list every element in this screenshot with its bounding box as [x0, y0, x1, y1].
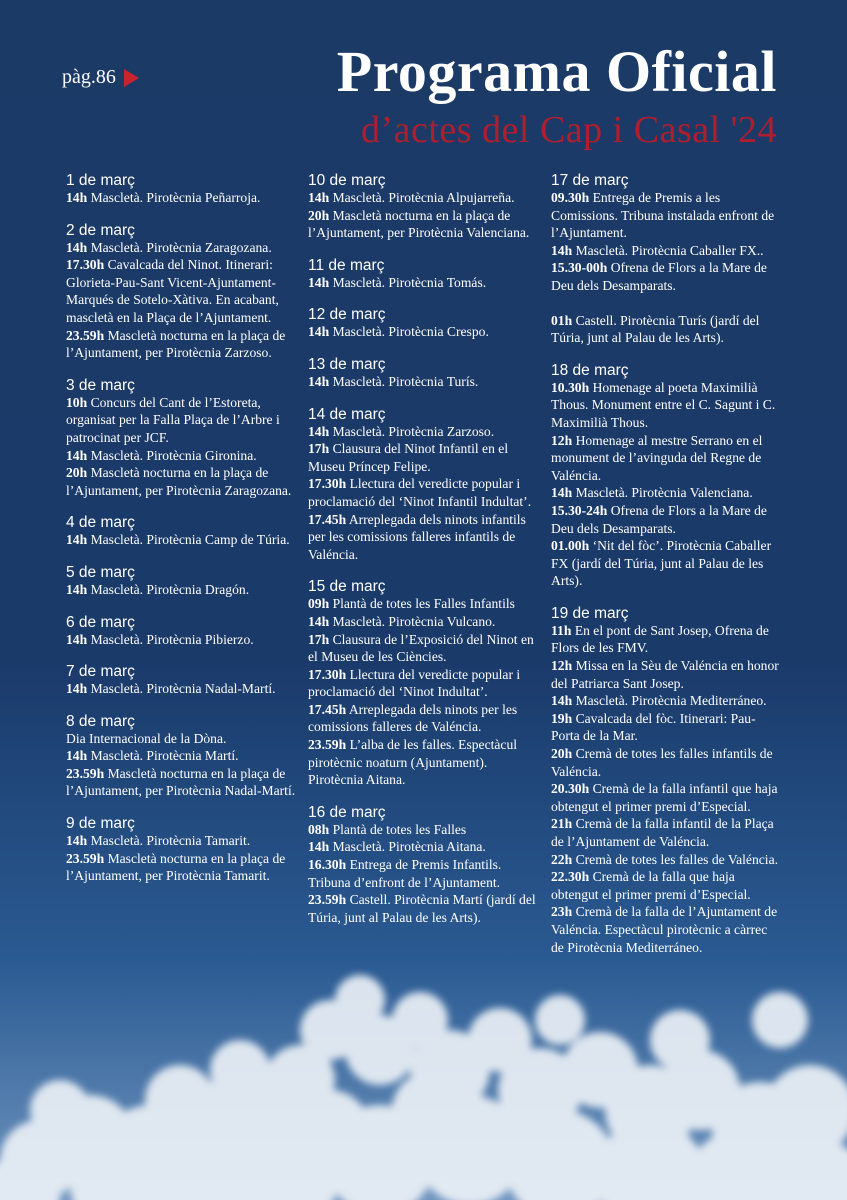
event-text: Mascletà. Pirotècnia Pibierzo.: [90, 631, 254, 647]
event-time: 09h: [308, 596, 330, 612]
event-time: 01h: [551, 312, 573, 328]
event-text: Mascletà. Pirotècnia Martí.: [90, 748, 239, 764]
event-text: Llectura del veredicte popular i proclamació del ‘Ninot Indultat’.: [308, 666, 521, 700]
program-column-1: [66, 172, 298, 900]
event-time: 14h: [66, 681, 88, 697]
event-time: 17h: [308, 631, 330, 647]
event-text: Cremà de totes les falles de Valéncia.: [575, 851, 779, 867]
event-time: 23.59h: [66, 850, 105, 866]
event-time: 14h: [308, 613, 330, 629]
day-block: [66, 564, 298, 599]
day-block: [551, 172, 783, 347]
event-item: [66, 256, 298, 326]
day-block: [308, 172, 544, 242]
day-block: [551, 362, 783, 590]
event-item: [551, 312, 783, 347]
smoke-puff: [535, 995, 585, 1045]
day-block: [66, 222, 298, 362]
event-item: [551, 851, 783, 869]
event-item: [66, 531, 298, 549]
day-block: [66, 815, 298, 885]
event-item: [308, 189, 544, 207]
event-item: [551, 657, 783, 692]
day-heading: 14 de març: [308, 405, 386, 423]
smoke-puff: [650, 1010, 710, 1070]
event-item: [551, 189, 783, 242]
firework-smoke-clouds: [0, 960, 847, 1200]
event-item: [308, 207, 544, 242]
event-item: [308, 274, 544, 292]
event-item: [308, 891, 544, 926]
smoke-puff: [752, 992, 808, 1048]
event-item: [66, 394, 298, 447]
day-block: [308, 804, 544, 927]
event-text: Cavalcada del Ninot. Itinerari: Glorieta-Pau-Sant Vicent-Ajuntament-Marqués de Sotelo-Xàtiva. En acabant, mascletà en la Plaça de l’Ajuntament.: [66, 257, 279, 325]
event-text: Mascletà nocturna en la plaça de l’Ajuntament, per Pirotècnia Zarzoso.: [66, 327, 286, 361]
event-time: 14h: [66, 581, 88, 597]
event-time: 14h: [551, 693, 573, 709]
page-title: Programa Oficial: [336, 39, 777, 104]
day-block: [308, 306, 544, 341]
event-item: [66, 850, 298, 885]
event-time: 21h: [551, 816, 573, 832]
event-item: [66, 189, 298, 207]
event-time: 23.59h: [66, 327, 105, 343]
event-time: 12h: [551, 658, 573, 674]
event-text: Homenage al poeta Maximilià Thous. Monument entre el C. Sagunt i C. Maximilià Thous.: [551, 379, 776, 430]
event-item: [551, 622, 783, 657]
day-heading: 5 de març: [66, 563, 135, 581]
event-time: 09.30h: [551, 190, 590, 205]
event-item: [308, 595, 544, 613]
day-heading: 1 de març: [66, 172, 135, 189]
event-item: [308, 631, 544, 666]
event-time: 20h: [551, 746, 573, 762]
event-time: 22h: [551, 851, 573, 867]
event-item: [551, 484, 783, 502]
event-item: [308, 736, 544, 789]
event-text: Mascletà. Pirotècnia Crespo.: [332, 324, 489, 340]
event-item: [551, 692, 783, 710]
event-text: Clausura del Ninot Infantil en el Museu Príncep Felipe.: [308, 441, 509, 474]
event-time: 19h: [551, 710, 573, 726]
event-item: [551, 903, 783, 956]
event-text: ‘Nit del fòc’. Pirotècnia Caballer FX (jardí del Túria, junt al Palau de les Arts).: [551, 538, 772, 589]
day-heading: 18 de març: [551, 361, 629, 379]
day-heading: 2 de març: [66, 221, 135, 239]
event-item: [308, 666, 544, 701]
event-text: Mascletà. Pirotècnia Gironina.: [90, 447, 257, 463]
event-text: Mascletà. Pirotècnia Valenciana.: [575, 485, 753, 501]
smoke-puff: [392, 1072, 468, 1148]
day-heading: 17 de març: [551, 172, 629, 189]
event-text: Cremà de la falla infantil que haja obtengut el primer premi d’Especial.: [551, 781, 778, 814]
event-item: [551, 815, 783, 850]
event-item: [66, 327, 298, 362]
event-time: 17.30h: [66, 257, 105, 273]
event-time: 14h: [66, 748, 88, 764]
event-time: 14h: [308, 324, 330, 340]
event-item: [551, 868, 783, 903]
event-item: [551, 710, 783, 745]
event-time: 16.30h: [308, 857, 347, 873]
smoke-puff: [210, 1040, 270, 1100]
event-item: [308, 440, 544, 475]
event-time: 17.30h: [308, 476, 347, 492]
event-item: [551, 432, 783, 485]
event-time: 17.45h: [308, 511, 347, 527]
event-text: Arreplegada dels ninots infantils per les comissions falleres infantils de Valéncia.: [308, 511, 526, 562]
event-time: 15.30-00h: [551, 260, 608, 276]
event-item: [308, 511, 544, 564]
day-block: [308, 406, 544, 564]
day-heading: 13 de març: [308, 355, 386, 373]
event-item: [308, 856, 544, 891]
event-text: Llectura del veredicte popular i proclamació del ‘Ninot Infantil Indultat’.: [308, 476, 532, 509]
event-item: [66, 680, 298, 698]
event-text: L’alba de les falles. Espectàcul pirotècnic noaturn (Ajuntament). Pirotècnia Aitana.: [308, 737, 518, 788]
event-time: 20h: [66, 465, 88, 481]
event-text: Ofrena de Flors a la Mare de Deu dels Desamparats.: [551, 502, 767, 536]
event-text: Cremà de totes les falles infantils de Valéncia.: [551, 746, 773, 779]
event-text: Mascletà. Pirotècnia Mediterráneo.: [575, 693, 767, 709]
day-heading: 8 de març: [66, 712, 135, 730]
event-item: [66, 631, 298, 649]
event-time: 23h: [551, 904, 573, 920]
event-text: Mascletà. Pirotècnia Vulcano.: [332, 613, 496, 629]
event-text: Entrega de Premis Infantils. Tribuna d’enfront de l’Ajuntament.: [308, 857, 502, 890]
event-text: Mascletà nocturna en la plaça de l’Ajuntament, per Pirotècnia Nadal-Martí.: [66, 765, 296, 799]
program-column-2: [308, 172, 544, 941]
event-time: 10h: [66, 394, 88, 410]
event-item: [308, 821, 544, 839]
event-text: Mascletà. Pirotècnia Dragón.: [90, 581, 250, 597]
day-heading: 12 de març: [308, 306, 386, 324]
event-time: 20.30h: [551, 781, 590, 797]
event-time: 14h: [66, 833, 88, 849]
event-time: 12h: [551, 432, 573, 448]
event-text: Plantà de totes les Falles: [332, 821, 467, 837]
event-text: Mascletà. Pirotècnia Caballer FX..: [575, 242, 764, 258]
event-text: Mascletà. Pirotècnia Tamarit.: [90, 833, 251, 849]
event-text: Cremà de la falla que haja obtengut el primer premi d’Especial.: [551, 869, 751, 902]
event-time: 14h: [551, 485, 573, 501]
event-item: [551, 537, 783, 590]
event-time: 11h: [551, 622, 572, 638]
event-time: 23.59h: [66, 765, 105, 781]
event-item: [66, 832, 298, 850]
event-text: Concurs del Cant de l’Estoreta, organisat per la Falla Plaça de l’Arbre i patrocinat per JCF.: [66, 394, 280, 445]
day-heading: 9 de març: [66, 815, 135, 833]
day-heading: 7 de març: [66, 663, 135, 681]
event-text: Mascletà nocturna en la plaça de l’Ajuntament, per Pirotècnia Valenciana.: [308, 207, 530, 241]
spacer: [551, 295, 783, 312]
event-time: 10.30h: [551, 379, 590, 395]
day-heading: 10 de març: [308, 172, 386, 189]
smoke-puff: [30, 1080, 90, 1140]
event-text: Dia Internacional de la Dòna.: [66, 730, 227, 746]
event-text: Mascletà. Pirotècnia Turís.: [332, 373, 479, 389]
event-text: Clausura de l’Exposició del Ninot en el Museu de les Ciències.: [308, 631, 534, 665]
event-item: [308, 701, 544, 736]
event-item: [551, 242, 783, 260]
event-item: [66, 447, 298, 465]
event-time: 01.00h: [551, 538, 590, 554]
program-column-3: [551, 172, 783, 971]
event-text: Castell. Pirotècnia Martí (jardí del Túria, junt al Palau de les Arts).: [308, 892, 536, 925]
event-text: Cremà de la falla de l’Ajuntament de Valéncia. Espectàcul pirotècnic a càrrec de Pirotècnia Mediterráneo.: [551, 904, 778, 955]
day-block: [308, 356, 544, 391]
event-time: 23.59h: [308, 737, 347, 753]
event-time: 14h: [66, 532, 88, 548]
event-text: Mascletà. Pirotècnia Alpujarreña.: [332, 190, 515, 205]
day-heading: 3 de març: [66, 376, 135, 394]
day-block: [66, 172, 298, 207]
event-item: [66, 747, 298, 765]
day-block: [66, 713, 298, 800]
event-time: 17.30h: [308, 666, 347, 682]
smoke-puff: [290, 1090, 370, 1170]
event-text: Homenage al mestre Serrano en el monument de l’avinguda del Regne de Valéncia.: [551, 432, 763, 483]
event-text: Mascletà. Pirotècnia Tomás.: [332, 274, 487, 290]
event-item: [66, 239, 298, 257]
event-text: Mascletà. Pirotècnia Zarzoso.: [332, 423, 495, 439]
event-text: Mascletà. Pirotècnia Nadal-Martí.: [90, 681, 276, 697]
day-heading: 4 de març: [66, 514, 135, 532]
event-item: [66, 765, 298, 800]
program-columns: [0, 172, 847, 1072]
triangle-right-icon: [124, 69, 139, 87]
event-time: 08h: [308, 821, 330, 837]
event-item: [308, 323, 544, 341]
day-heading: 15 de març: [308, 578, 386, 596]
event-item: [308, 373, 544, 391]
event-time: 14h: [308, 423, 330, 439]
day-heading: 19 de març: [551, 604, 629, 622]
event-item: [551, 780, 783, 815]
event-time: 15.30-24h: [551, 502, 608, 518]
event-text: Cavalcada del fòc. Itinerari: Pau-Porta de la Mar.: [551, 710, 756, 744]
smoke-puff: [145, 1065, 215, 1135]
event-time: 17h: [308, 441, 330, 457]
event-text: Plantà de totes les Falles Infantils: [332, 596, 515, 612]
event-text: Missa en la Sèu de Valéncia en honor del Patriarca Sant Josep.: [551, 658, 779, 691]
event-time: 20h: [308, 207, 330, 223]
event-time: 14h: [66, 239, 88, 255]
event-time: 17.45h: [308, 701, 347, 717]
event-item: [308, 475, 544, 510]
page-subtitle: d’actes del Cap i Casal '24: [360, 109, 777, 151]
event-item: [66, 581, 298, 599]
day-heading: 16 de març: [308, 803, 386, 821]
event-item: [551, 745, 783, 780]
event-time: 14h: [66, 190, 88, 205]
day-block: [308, 578, 544, 789]
event-time: 14h: [66, 447, 88, 463]
event-time: 22.30h: [551, 869, 590, 885]
event-time: 14h: [308, 190, 330, 205]
event-text: En el pont de Sant Josep, Ofrena de Flors de les FMV.: [551, 622, 769, 656]
event-time: 14h: [308, 373, 330, 389]
event-text: Mascletà nocturna en la plaça de l’Ajuntament, per Pirotècnia Tamarit.: [66, 850, 286, 884]
day-block: [66, 377, 298, 500]
day-block: [66, 663, 298, 698]
event-time: 14h: [66, 631, 88, 647]
page-number: [62, 66, 139, 89]
event-item: [308, 613, 544, 631]
event-item: [308, 838, 544, 856]
event-item: [551, 259, 783, 294]
day-block: [308, 257, 544, 292]
event-text: Mascletà nocturna en la plaça de l’Ajuntament, per Pirotècnia Zaragozana.: [66, 465, 292, 498]
event-text: Mascletà. Pirotècnia Peñarroja.: [90, 190, 261, 205]
event-item: [551, 379, 783, 432]
day-block: [551, 605, 783, 956]
event-item: [551, 502, 783, 537]
event-text: Mascletà. Pirotècnia Zaragozana.: [90, 239, 272, 255]
event-text: Arreplegada dels ninots per les comissions falleres de Valéncia.: [308, 701, 518, 735]
event-time: 14h: [308, 274, 330, 290]
event-item: [308, 423, 544, 441]
event-text: Mascletà. Pirotècnia Camp de Túria.: [90, 532, 290, 548]
event-time: 23.59h: [308, 892, 347, 908]
event-text: Ofrena de Flors a la Mare de Deu dels Desamparats.: [551, 260, 767, 293]
event-time: 14h: [308, 839, 330, 855]
event-text: Mascletà. Pirotècnia Aitana.: [332, 839, 486, 855]
event-text: Castell. Pirotècnia Turís (jardí del Túria, junt al Palau de les Arts).: [551, 312, 760, 346]
event-text: Cremà de la falla infantil de la Plaça de l’Ajuntament de Valéncia.: [551, 816, 774, 849]
day-block: [66, 614, 298, 649]
day-block: [66, 514, 298, 549]
event-item: [66, 464, 298, 499]
day-heading: 11 de març: [308, 256, 385, 274]
page-number-label: pàg.86: [62, 66, 116, 88]
event-text: Entrega de Premis a les Comissions. Tribuna instalada enfront de l’Ajuntament.: [551, 190, 775, 241]
event-item: [66, 730, 298, 748]
day-heading: 6 de març: [66, 613, 135, 631]
event-time: 14h: [551, 242, 573, 258]
